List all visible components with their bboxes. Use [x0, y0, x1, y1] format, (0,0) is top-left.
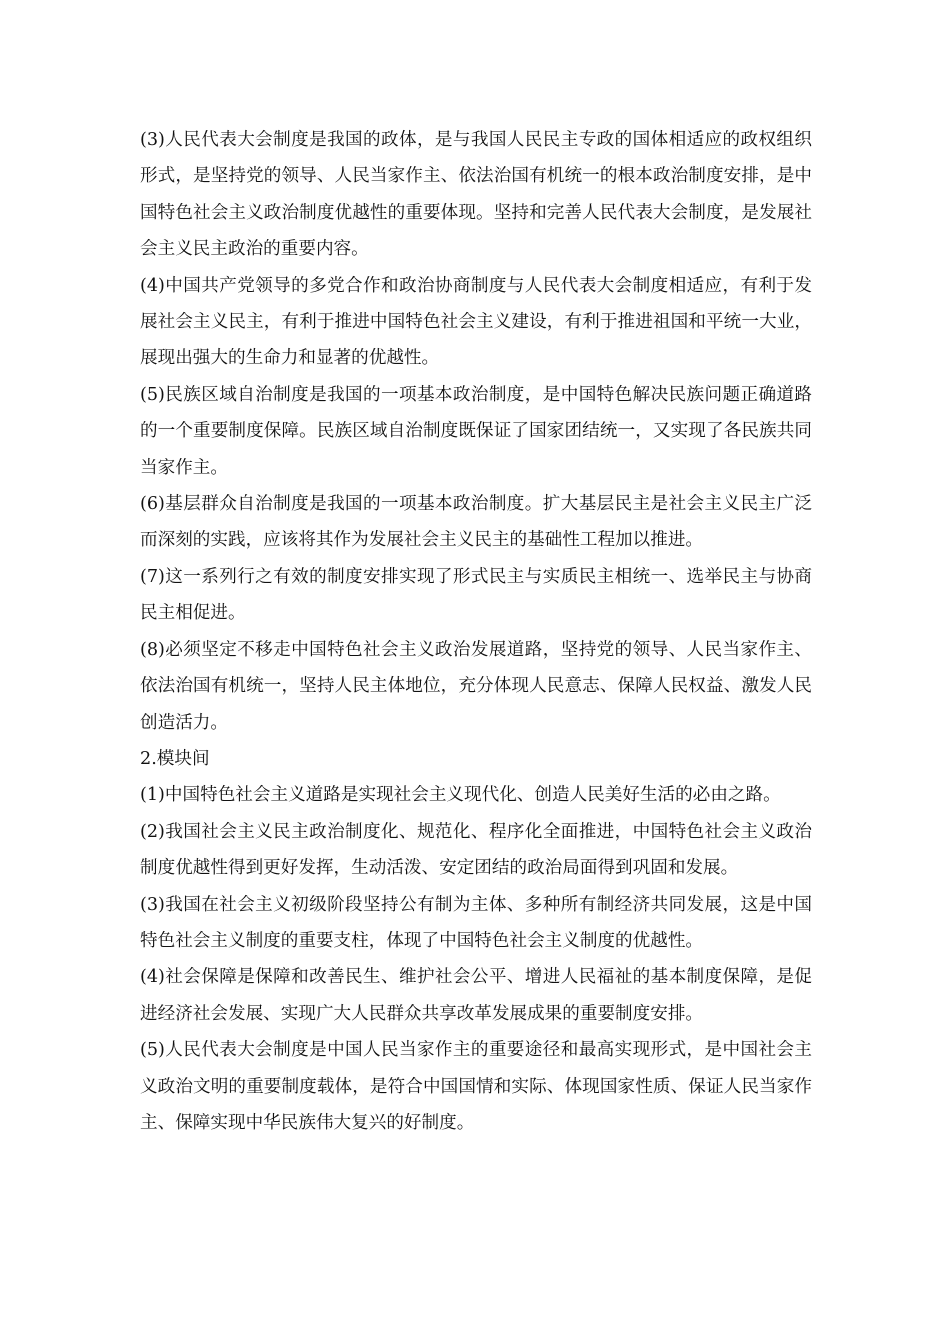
- paragraph-5-regional-autonomy: (5)民族区域自治制度是我国的一项基本政治制度，是中国特色解决民族问题正确道路的一个重要制度保障。民族区域自治制度既保证了国家团结统一，又实现了各民族共同当家作主。: [140, 384, 812, 478]
- paragraph-6-grassroots-autonomy: (6)基层群众自治制度是我国的一项基本政治制度。扩大基层民主是社会主义民主广泛而深刻的实践，应该将其作为发展社会主义民主的基础性工程加以推进。: [140, 494, 812, 551]
- paragraph-8-political-development-path: (8)必须坚定不移走中国特色社会主义政治发展道路，坚持党的领导、人民当家作主、依法治国有机统一，坚持人民主体地位，充分体现人民意志、保障人民权益、激发人民创造活力。: [140, 639, 812, 733]
- paragraph-1-socialist-road: (1)中国特色社会主义道路是实现社会主义现代化、创造人民美好生活的必由之路。: [140, 785, 781, 806]
- paragraph-2-democratic-politics: (2)我国社会主义民主政治制度化、规范化、程序化全面推进，中国特色社会主义政治制度优越性得到更好发挥，生动活泼、安定团结的政治局面得到巩固和发展。: [140, 821, 812, 879]
- paragraph-7-institutional-arrangements: (7)这一系列行之有效的制度安排实现了形式民主与实质民主相统一、选举民主与协商民主相促进。: [140, 566, 812, 624]
- paragraph-5-npc-good-system: (5)人民代表大会制度是中国人民当家作主的重要途径和最高实现形式，是中国社会主义政治文明的重要制度载体，是符合中国国情和实际、体现国家性质、保证人民当家作主、保障实现中华民族伟大复兴的好制度。: [140, 1040, 812, 1133]
- paragraph-4-multiparty-cooperation: (4)中国共产党领导的多党合作和政治协商制度与人民代表大会制度相适应，有利于发展社会主义民主，有利于推进中国特色社会主义建设，有利于推进祖国和平统一大业，展现出强大的生命力和显著的优越性。: [140, 275, 812, 369]
- paragraph-4-social-security: (4)社会保障是保障和改善民生、维护社会公平、增进人民福祉的基本制度保障，是促进经济社会发展、实现广大人民群众共享改革发展成果的重要制度安排。: [140, 967, 812, 1024]
- paragraph-3-public-ownership: (3)我国在社会主义初级阶段坚持公有制为主体、多种所有制经济共同发展，这是中国特色社会主义制度的重要支柱，体现了中国特色社会主义制度的优越性。: [140, 894, 812, 951]
- document-page: [140, 122, 812, 1141]
- paragraph-3-npc-system: (3)人民代表大会制度是我国的政体，是与我国人民民主专政的国体相适应的政权组织形式，是坚持党的领导、人民当家作主、依法治国有机统一的根本政治制度安排，是中国特色社会主义政治制度优越性的重要体现。坚持和完善人民代表大会制度，是发展社会主义民主政治的重要内容。: [140, 130, 812, 260]
- section-heading-inter-module: 2.模块间: [140, 748, 210, 769]
